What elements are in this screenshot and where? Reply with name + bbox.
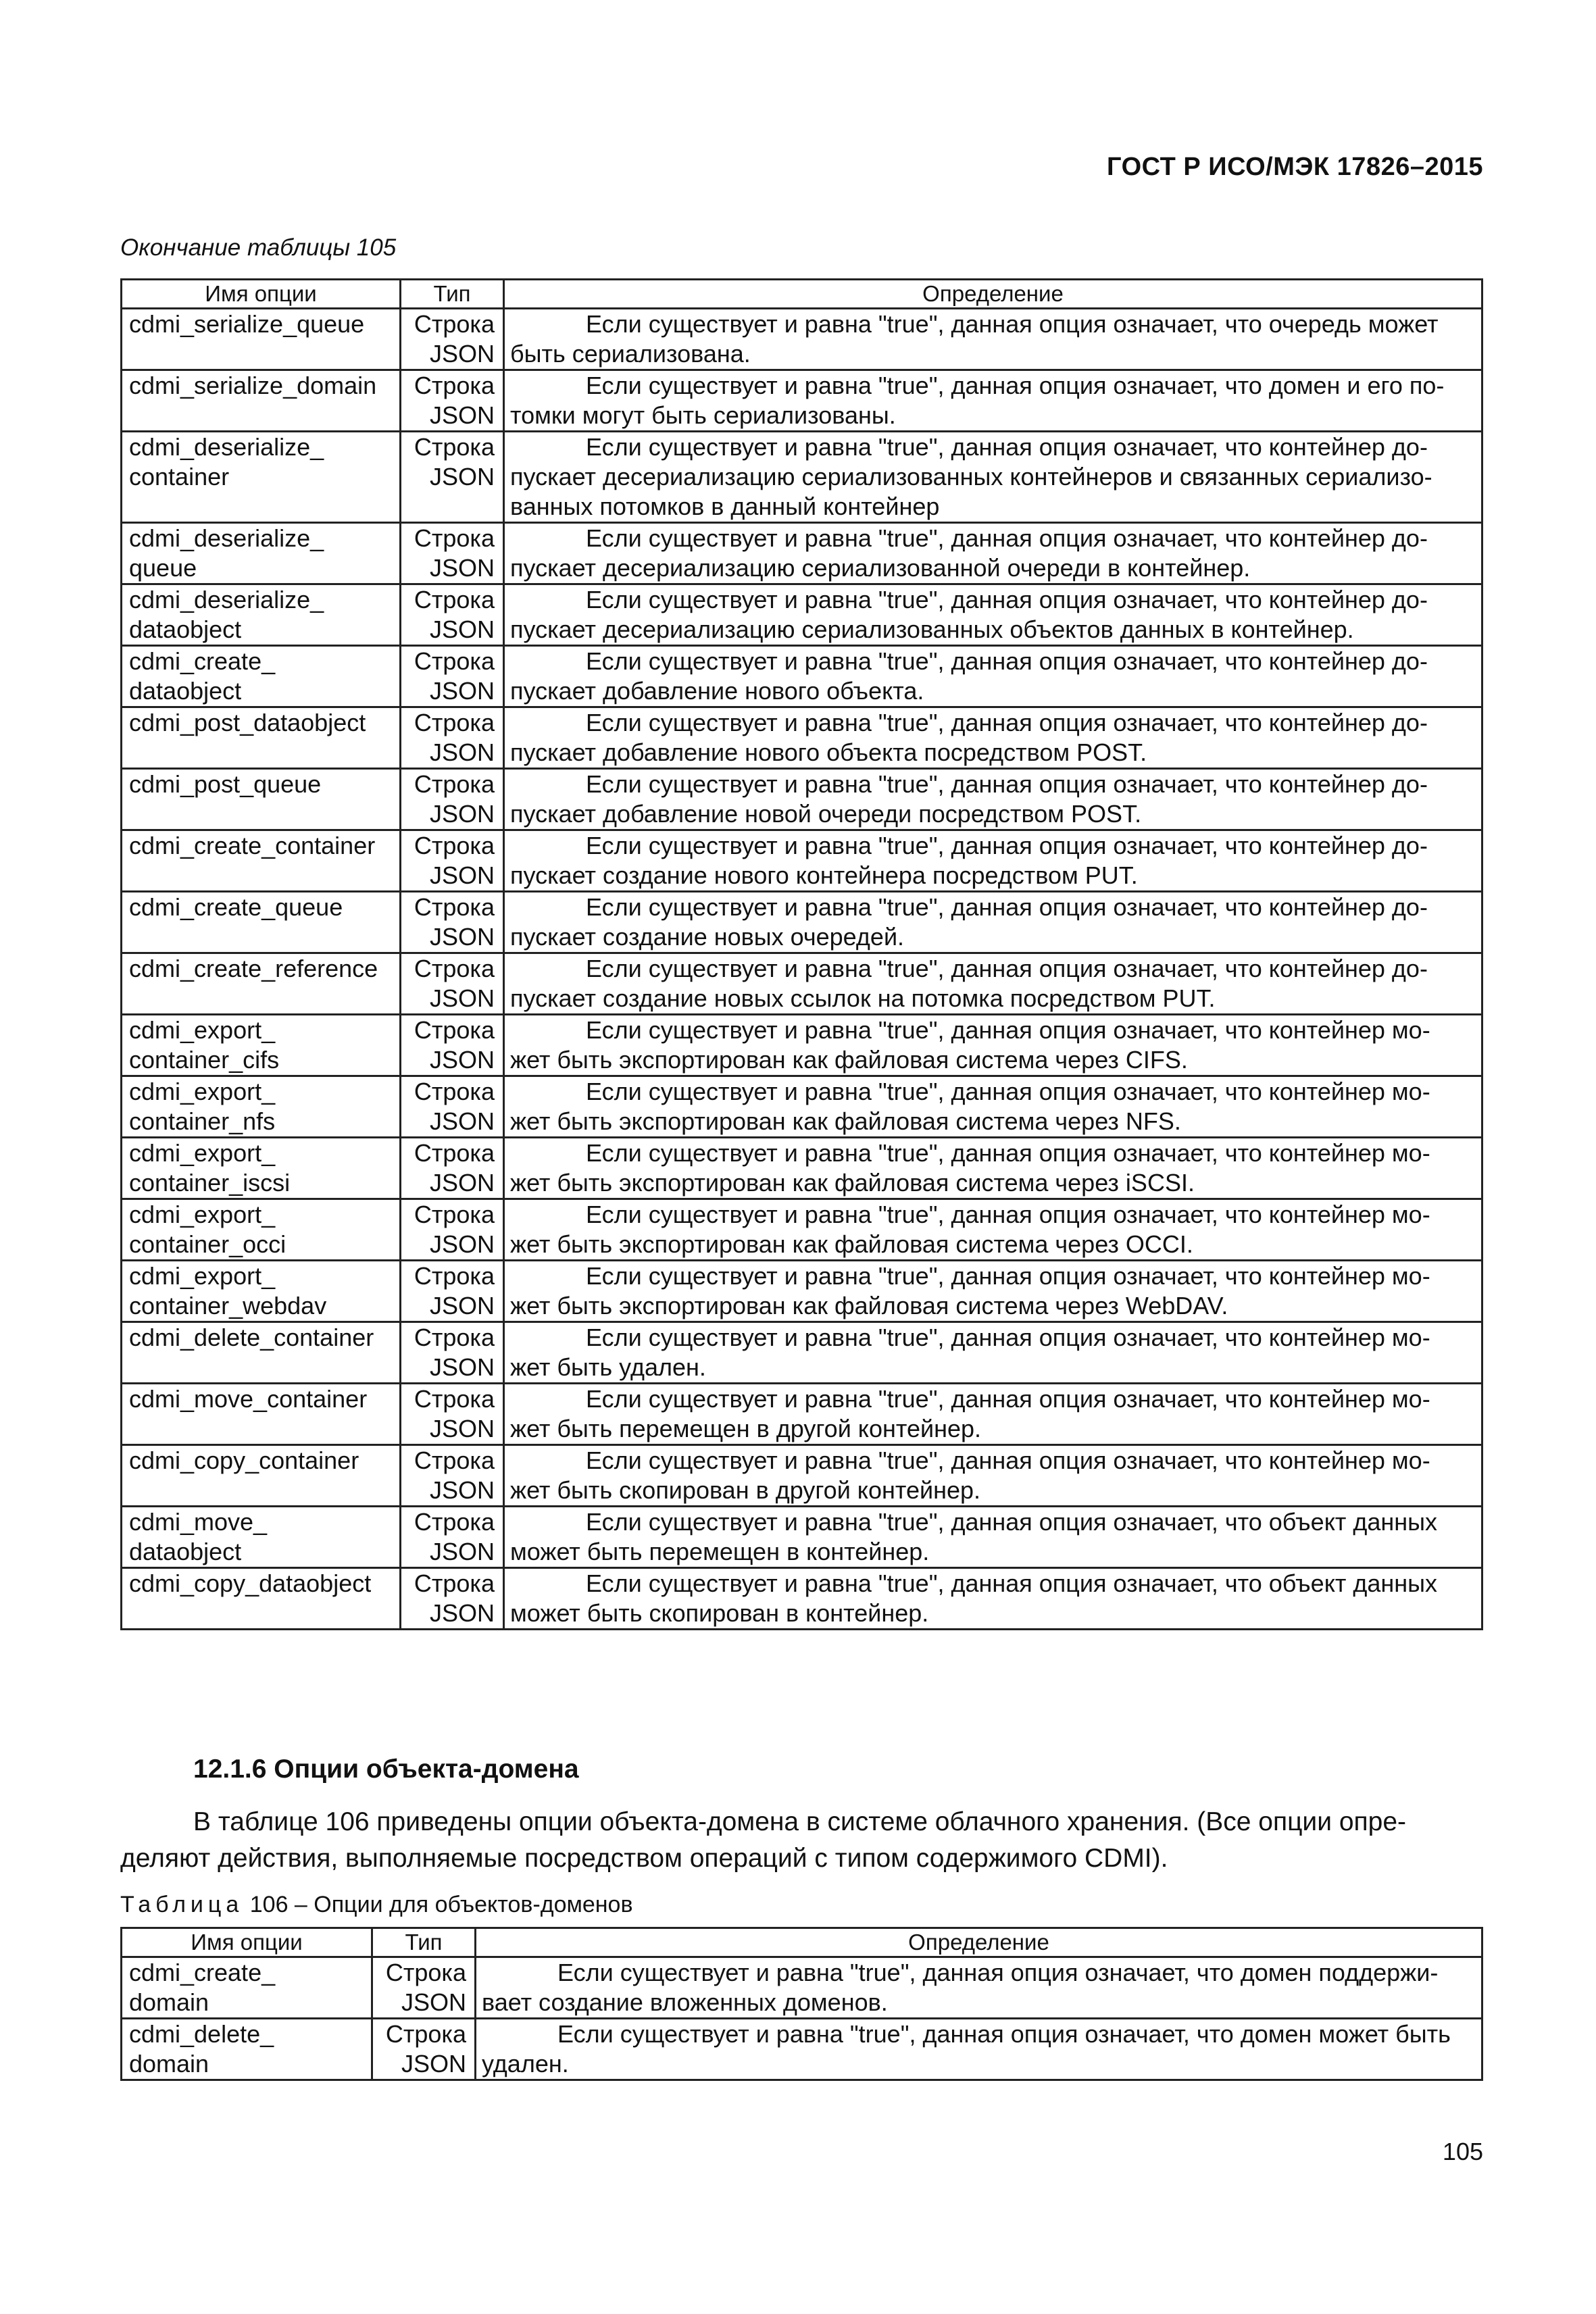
column-header-type: Тип bbox=[401, 280, 504, 309]
option-definition-cell bbox=[504, 707, 1482, 769]
cell-text-line: cdmi_post_queue bbox=[129, 770, 322, 798]
cell-text-line: JSON bbox=[429, 1292, 495, 1319]
cell-text-line: Если существует и равна "true", данная опция означает, что контейнер мо- bbox=[586, 1447, 1430, 1474]
cell-text-line: Строка bbox=[414, 1139, 495, 1167]
cell-text-line: JSON bbox=[429, 1538, 495, 1565]
table-row bbox=[122, 892, 1482, 953]
cell-text-line: domain bbox=[129, 2050, 209, 2078]
cell-text-line: пускает создание новых очередей. bbox=[510, 923, 905, 951]
option-type-cell bbox=[401, 1568, 504, 1630]
option-name-cell bbox=[122, 1568, 401, 1630]
option-name-cell bbox=[122, 1384, 401, 1445]
option-type-cell bbox=[401, 707, 504, 769]
cell-text-line: cdmi_copy_container bbox=[129, 1447, 359, 1474]
cell-text-line: может быть скопирован в контейнер. bbox=[510, 1599, 929, 1627]
table-row bbox=[122, 1384, 1482, 1445]
table-row bbox=[122, 830, 1482, 892]
cell-text-line: cdmi_create_queue bbox=[129, 893, 343, 921]
cell-text-line: JSON bbox=[429, 401, 495, 429]
cell-text-line: пускает десериализацию сериализованных контейнеров и связанных сериализо- bbox=[510, 463, 1432, 491]
table-row bbox=[122, 1076, 1482, 1138]
option-name-cell bbox=[122, 892, 401, 953]
cell-text-line: cdmi_create_ bbox=[129, 647, 276, 675]
cell-text-line: Строка bbox=[385, 1959, 466, 1986]
option-type-cell bbox=[401, 892, 504, 953]
option-definition-cell bbox=[504, 1507, 1482, 1568]
cell-text-line: JSON bbox=[429, 1169, 495, 1197]
cell-text-line: container_nfs bbox=[129, 1107, 276, 1135]
cell-text-line: пускает добавление новой очереди посредством POST. bbox=[510, 800, 1142, 828]
cell-text-line: cdmi_create_reference bbox=[129, 955, 378, 982]
document-header: ГОСТ Р ИСО/МЭК 17826–2015 bbox=[1107, 153, 1483, 181]
cell-text-line: жет быть экспортирован как файловая система через OCCI. bbox=[510, 1230, 1193, 1258]
cell-text-line: Если существует и равна "true", данная опция означает, что контейнер мо- bbox=[586, 1385, 1430, 1413]
cell-text-line: жет быть экспортирован как файловая система через CIFS. bbox=[510, 1046, 1188, 1074]
cell-text-line: cdmi_delete_ bbox=[129, 2020, 274, 2048]
option-definition-cell bbox=[504, 523, 1482, 584]
option-type-cell bbox=[372, 2019, 476, 2080]
option-type-cell bbox=[401, 1322, 504, 1384]
cell-text-line: Строка bbox=[414, 955, 495, 982]
cell-text-line: Строка bbox=[414, 1508, 495, 1536]
page-number: 105 bbox=[1442, 2138, 1483, 2165]
option-definition-cell bbox=[476, 1957, 1482, 2019]
cell-text-line: Если существует и равна "true", данная опция означает, что контейнер мо- bbox=[586, 1016, 1430, 1044]
cell-text-line: cdmi_export_ bbox=[129, 1016, 276, 1044]
cell-text-line: может быть перемещен в контейнер. bbox=[510, 1538, 930, 1565]
table-row bbox=[122, 1507, 1482, 1568]
option-type-cell bbox=[401, 1015, 504, 1076]
option-definition-cell bbox=[504, 1568, 1482, 1630]
cell-text-line: JSON bbox=[429, 1046, 495, 1074]
cell-text-line: Если существует и равна "true", данная опция означает, что контейнер мо- bbox=[586, 1078, 1430, 1105]
cell-text-line: Если существует и равна "true", данная опция означает, что контейнер мо- bbox=[586, 1201, 1430, 1228]
cell-text-line: cdmi_move_container bbox=[129, 1385, 368, 1413]
cell-text-line: жет быть экспортирован как файловая система через NFS. bbox=[510, 1107, 1181, 1135]
option-type-cell bbox=[401, 953, 504, 1015]
option-type-cell bbox=[401, 370, 504, 432]
option-type-cell bbox=[401, 523, 504, 584]
cell-text-line: container_occi bbox=[129, 1230, 286, 1258]
table-row bbox=[122, 646, 1482, 707]
option-type-cell bbox=[401, 1076, 504, 1138]
option-definition-cell bbox=[504, 1015, 1482, 1076]
option-name-cell bbox=[122, 1957, 372, 2019]
option-definition-cell bbox=[504, 646, 1482, 707]
table-106-caption bbox=[120, 1892, 633, 1918]
option-name-cell bbox=[122, 1445, 401, 1507]
column-header-definition: Определение bbox=[476, 1928, 1482, 1957]
option-definition-cell bbox=[504, 1445, 1482, 1507]
option-type-cell bbox=[401, 432, 504, 523]
option-name-cell bbox=[122, 1261, 401, 1322]
cell-text-line: dataobject bbox=[129, 677, 242, 705]
table-row bbox=[122, 1138, 1482, 1199]
option-name-cell bbox=[122, 953, 401, 1015]
cell-text-line: JSON bbox=[429, 1107, 495, 1135]
cell-text-line: Строка bbox=[414, 1447, 495, 1474]
option-type-cell bbox=[372, 1957, 476, 2019]
cell-text-line: пускает добавление нового объекта. bbox=[510, 677, 924, 705]
cell-text-line: Строка bbox=[385, 2020, 466, 2048]
cell-text-line: Строка bbox=[414, 586, 495, 613]
option-definition-cell bbox=[504, 584, 1482, 646]
cell-text-line: JSON bbox=[429, 984, 495, 1012]
section-heading: 12.1.6 Опции объекта-домена bbox=[193, 1755, 579, 1784]
option-type-cell bbox=[401, 1199, 504, 1261]
cell-text-line: Строка bbox=[414, 1016, 495, 1044]
option-name-cell bbox=[122, 309, 401, 370]
cell-text-line: жет быть экспортирован как файловая система через WebDAV. bbox=[510, 1292, 1228, 1319]
cell-text-line: пускает создание нового контейнера посредством PUT. bbox=[510, 861, 1138, 889]
cell-text-line: JSON bbox=[401, 1988, 466, 2016]
table-row bbox=[122, 1322, 1482, 1384]
cell-text-line: JSON bbox=[429, 923, 495, 951]
option-definition-cell bbox=[504, 830, 1482, 892]
cell-text-line: Строка bbox=[414, 647, 495, 675]
option-definition-cell bbox=[504, 1261, 1482, 1322]
option-name-cell bbox=[122, 1076, 401, 1138]
cell-text-line: Если существует и равна "true", данная опция означает, что домен и его по- bbox=[586, 372, 1445, 399]
option-type-cell bbox=[401, 584, 504, 646]
table-106-caption-title: 106 – Опции для объектов-доменов bbox=[243, 1892, 633, 1917]
option-name-cell bbox=[122, 769, 401, 830]
cell-text-line: JSON bbox=[429, 677, 495, 705]
paragraph-line: В таблице 106 приведены опции объекта-домена в системе облачного хранения. (Все опции опре- bbox=[193, 1807, 1407, 1836]
column-header-type: Тип bbox=[372, 1928, 476, 1957]
cell-text-line: cdmi_export_ bbox=[129, 1139, 276, 1167]
cell-text-line: JSON bbox=[429, 861, 495, 889]
cell-text-line: Если существует и равна "true", данная опция означает, что контейнер до- bbox=[586, 832, 1428, 859]
cell-text-line: Строка bbox=[414, 1078, 495, 1105]
table-row bbox=[122, 1445, 1482, 1507]
cell-text-line: cdmi_create_container bbox=[129, 832, 376, 859]
table-row bbox=[122, 1199, 1482, 1261]
cell-text-line: Строка bbox=[414, 893, 495, 921]
cell-text-line: Если существует и равна "true", данная опция означает, что контейнер мо- bbox=[586, 1262, 1430, 1290]
cell-text-line: Если существует и равна "true", данная опция означает, что очередь может bbox=[586, 310, 1439, 338]
cell-text-line: dataobject bbox=[129, 615, 242, 643]
cell-text-line: жет быть перемещен в другой контейнер. bbox=[510, 1415, 982, 1442]
cell-text-line: JSON bbox=[429, 738, 495, 766]
cell-text-line: cdmi_export_ bbox=[129, 1201, 276, 1228]
cell-text-line: JSON bbox=[429, 554, 495, 582]
option-definition-cell bbox=[504, 892, 1482, 953]
cell-text-line: cdmi_serialize_domain bbox=[129, 372, 377, 399]
cell-text-line: dataobject bbox=[129, 1538, 242, 1565]
cell-text-line: Если существует и равна "true", данная опция означает, что объект данных bbox=[586, 1569, 1437, 1597]
option-definition-cell bbox=[504, 1199, 1482, 1261]
cell-text-line: cdmi_deserialize_ bbox=[129, 586, 324, 613]
cell-text-line: cdmi_export_ bbox=[129, 1078, 276, 1105]
cell-text-line: Строка bbox=[414, 770, 495, 798]
cell-text-line: Строка bbox=[414, 1569, 495, 1597]
cell-text-line: Если существует и равна "true", данная опция означает, что контейнер мо- bbox=[586, 1324, 1430, 1351]
cell-text-line: Если существует и равна "true", данная опция означает, что контейнер до- bbox=[586, 586, 1428, 613]
option-definition-cell bbox=[504, 370, 1482, 432]
option-definition-cell bbox=[504, 1322, 1482, 1384]
option-definition-cell bbox=[504, 309, 1482, 370]
option-name-cell bbox=[122, 707, 401, 769]
cell-text-line: Строка bbox=[414, 832, 495, 859]
cell-text-line: Строка bbox=[414, 1385, 495, 1413]
option-definition-cell bbox=[504, 1384, 1482, 1445]
cell-text-line: JSON bbox=[429, 1353, 495, 1381]
option-name-cell bbox=[122, 1138, 401, 1199]
option-name-cell bbox=[122, 1322, 401, 1384]
cell-text-line: container bbox=[129, 463, 230, 491]
table-row bbox=[122, 953, 1482, 1015]
cell-text-line: cdmi_serialize_queue bbox=[129, 310, 365, 338]
table-row bbox=[122, 432, 1482, 523]
option-name-cell bbox=[122, 432, 401, 523]
cell-text-line: пускает десериализацию сериализованных объектов данных в контейнер. bbox=[510, 615, 1354, 643]
option-name-cell bbox=[122, 584, 401, 646]
cell-text-line: Строка bbox=[414, 709, 495, 736]
cell-text-line: Строка bbox=[414, 1201, 495, 1228]
option-name-cell bbox=[122, 1199, 401, 1261]
cell-text-line: Если существует и равна "true", данная опция означает, что контейнер до- bbox=[586, 770, 1428, 798]
option-name-cell bbox=[122, 1507, 401, 1568]
table-row bbox=[122, 707, 1482, 769]
table-header-row bbox=[122, 1928, 1482, 1957]
cell-text-line: Строка bbox=[414, 1262, 495, 1290]
cell-text-line: Если существует и равна "true", данная опция означает, что контейнер до- bbox=[586, 647, 1428, 675]
cell-text-line: container_webdav bbox=[129, 1292, 327, 1319]
cell-text-line: cdmi_move_ bbox=[129, 1508, 268, 1536]
option-type-cell bbox=[401, 830, 504, 892]
option-type-cell bbox=[401, 1445, 504, 1507]
cell-text-line: container_iscsi bbox=[129, 1169, 291, 1197]
option-type-cell bbox=[401, 646, 504, 707]
cell-text-line: cdmi_copy_dataobject bbox=[129, 1569, 372, 1597]
cell-text-line: пускает десериализацию сериализованной очереди в контейнер. bbox=[510, 554, 1251, 582]
cell-text-line: Если существует и равна "true", данная опция означает, что контейнер до- bbox=[586, 433, 1428, 461]
cell-text-line: JSON bbox=[429, 1599, 495, 1627]
option-definition-cell bbox=[504, 769, 1482, 830]
section-paragraph bbox=[120, 1804, 1481, 1877]
column-header-name: Имя опции bbox=[122, 280, 401, 309]
cell-text-line: Если существует и равна "true", данная опция означает, что домен поддержи- bbox=[557, 1959, 1439, 1986]
table-row bbox=[122, 769, 1482, 830]
cell-text-line: Если существует и равна "true", данная опция означает, что контейнер до- bbox=[586, 709, 1428, 736]
option-name-cell bbox=[122, 1015, 401, 1076]
cell-text-line: domain bbox=[129, 1988, 209, 2016]
option-type-cell bbox=[401, 1507, 504, 1568]
table-106-caption-label: Таблица bbox=[120, 1892, 244, 1917]
cell-text-line: вает создание вложенных доменов. bbox=[482, 1988, 888, 2016]
cell-text-line: Строка bbox=[414, 524, 495, 552]
option-type-cell bbox=[401, 1384, 504, 1445]
table-row bbox=[122, 523, 1482, 584]
table-header-row bbox=[122, 280, 1482, 309]
cell-text-line: queue bbox=[129, 554, 197, 582]
cell-text-line: жет быть удален. bbox=[510, 1353, 706, 1381]
cell-text-line: ванных потомков в данный контейнер bbox=[510, 493, 940, 520]
cell-text-line: томки могут быть сериализованы. bbox=[510, 401, 896, 429]
cell-text-line: JSON bbox=[429, 1230, 495, 1258]
option-definition-cell bbox=[504, 953, 1482, 1015]
table-row bbox=[122, 309, 1482, 370]
option-name-cell bbox=[122, 646, 401, 707]
cell-text-line: JSON bbox=[429, 1476, 495, 1504]
cell-text-line: JSON bbox=[429, 800, 495, 828]
cell-text-line: пускает добавление нового объекта посредством POST. bbox=[510, 738, 1147, 766]
cell-text-line: cdmi_deserialize_ bbox=[129, 433, 324, 461]
cell-text-line: JSON bbox=[401, 2050, 466, 2078]
table-row bbox=[122, 1568, 1482, 1630]
table-row bbox=[122, 584, 1482, 646]
cell-text-line: пускает создание новых ссылок на потомка посредством PUT. bbox=[510, 984, 1216, 1012]
cell-text-line: жет быть скопирован в другой контейнер. bbox=[510, 1476, 981, 1504]
option-name-cell bbox=[122, 370, 401, 432]
cell-text-line: JSON bbox=[429, 340, 495, 368]
cell-text-line: cdmi_post_dataobject bbox=[129, 709, 366, 736]
table-row bbox=[122, 1261, 1482, 1322]
cell-text-line: Если существует и равна "true", данная опция означает, что контейнер мо- bbox=[586, 1139, 1430, 1167]
table-row bbox=[122, 1957, 1482, 2019]
table-row bbox=[122, 370, 1482, 432]
cell-text-line: жет быть экспортирован как файловая система через iSCSI. bbox=[510, 1169, 1195, 1197]
table-105 bbox=[120, 278, 1483, 1630]
cell-text-line: Если существует и равна "true", данная опция означает, что контейнер до- bbox=[586, 524, 1428, 552]
cell-text-line: cdmi_delete_container bbox=[129, 1324, 374, 1351]
cell-text-line: cdmi_deserialize_ bbox=[129, 524, 324, 552]
table-row bbox=[122, 2019, 1482, 2080]
option-name-cell bbox=[122, 523, 401, 584]
cell-text-line: Если существует и равна "true", данная опция означает, что объект данных bbox=[586, 1508, 1437, 1536]
cell-text-line: Строка bbox=[414, 372, 495, 399]
option-definition-cell bbox=[476, 2019, 1482, 2080]
option-type-cell bbox=[401, 309, 504, 370]
cell-text-line: JSON bbox=[429, 463, 495, 491]
cell-text-line: Строка bbox=[414, 433, 495, 461]
paragraph-line: деляют действия, выполняемые посредством операций с типом содержимого CDMI). bbox=[120, 1844, 1168, 1873]
cell-text-line: Если существует и равна "true", данная опция означает, что домен может быть bbox=[557, 2020, 1451, 2048]
table-105-caption: Окончание таблицы 105 bbox=[120, 234, 397, 261]
option-type-cell bbox=[401, 769, 504, 830]
option-name-cell bbox=[122, 2019, 372, 2080]
cell-text-line: Строка bbox=[414, 310, 495, 338]
table-row bbox=[122, 1015, 1482, 1076]
column-header-definition: Определение bbox=[504, 280, 1482, 309]
option-type-cell bbox=[401, 1261, 504, 1322]
column-header-name: Имя опции bbox=[122, 1928, 372, 1957]
cell-text-line: Если существует и равна "true", данная опция означает, что контейнер до- bbox=[586, 955, 1428, 982]
cell-text-line: быть сериализована. bbox=[510, 340, 751, 368]
option-definition-cell bbox=[504, 1076, 1482, 1138]
cell-text-line: удален. bbox=[482, 2050, 569, 2078]
option-definition-cell bbox=[504, 1138, 1482, 1199]
cell-text-line: JSON bbox=[429, 615, 495, 643]
option-definition-cell bbox=[504, 432, 1482, 523]
cell-text-line: cdmi_export_ bbox=[129, 1262, 276, 1290]
option-type-cell bbox=[401, 1138, 504, 1199]
cell-text-line: JSON bbox=[429, 1415, 495, 1442]
option-name-cell bbox=[122, 830, 401, 892]
table-106 bbox=[120, 1927, 1483, 2081]
cell-text-line: Строка bbox=[414, 1324, 495, 1351]
cell-text-line: container_cifs bbox=[129, 1046, 280, 1074]
cell-text-line: Если существует и равна "true", данная опция означает, что контейнер до- bbox=[586, 893, 1428, 921]
cell-text-line: cdmi_create_ bbox=[129, 1959, 276, 1986]
